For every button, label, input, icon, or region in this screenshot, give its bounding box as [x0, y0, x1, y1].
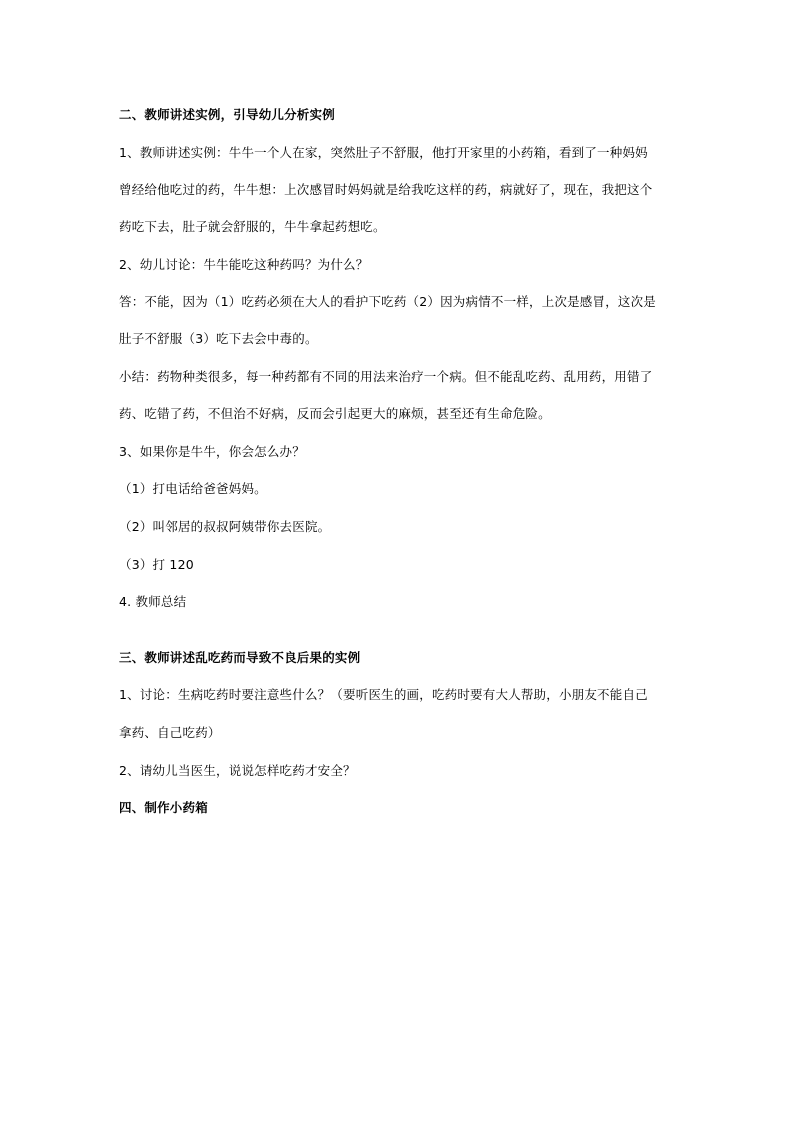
option-1: （1）打电话给爸爸妈妈。 [119, 481, 267, 496]
section-2-item-3: 3、如果你是牛牛，你会怎么办？ [119, 444, 305, 459]
summary-line-1: 小结：药物种类很多，每一种药都有不同的用法来治疗一个病。但不能乱吃药、乱用药，用错了 [119, 369, 653, 384]
section-3-item-2: 2、请幼儿当医生，说说怎样吃药才安全？ [119, 763, 356, 778]
section-2-item-2: 2、幼儿讨论：牛牛能吃这种药吗？为什么？ [119, 257, 369, 272]
answer-line-1: 答：不能，因为（1）吃药必须在大人的看护下吃药（2）因为病情不一样，上次是感冒，这次是 [119, 294, 657, 309]
section-2-heading: 二、教师讲述实例，引导幼儿分析实例 [119, 107, 335, 122]
section-3-item-1-line-1: 1、讨论：生病吃药时要注意些什么？（要听医生的画，吃药时要有大人帮助，小朋友不能自己 [119, 687, 648, 702]
option-3: （3）打 120 [119, 557, 194, 572]
section-2-item-4: 4. 教师总结 [119, 594, 187, 609]
section-4-heading: 四、制作小药箱 [119, 800, 208, 815]
section-2-item-1-line-3: 药吃下去，肚子就会舒服的，牛牛拿起药想吃。 [119, 219, 386, 234]
section-2-item-1-line-2: 曾经给他吃过的药，牛牛想：上次感冒时妈妈就是给我吃这样的药，病就好了，现在，我把这个 [119, 182, 653, 197]
section-3-heading: 三、教师讲述乱吃药而导致不良后果的实例 [119, 650, 361, 665]
section-2-item-1-line-1: 1、教师讲述实例：牛牛一个人在家，突然肚子不舒服，他打开家里的小药箱，看到了一种妈妈 [119, 145, 648, 160]
section-3-item-1-line-2: 拿药、自己吃药） [119, 725, 221, 740]
answer-line-2: 肚子不舒服（3）吃下去会中毒的。 [119, 331, 318, 346]
option-2: （2）叫邻居的叔叔阿姨带你去医院。 [119, 519, 331, 534]
summary-line-2: 药、吃错了药，不但治不好病，反而会引起更大的麻烦，甚至还有生命危险。 [119, 406, 551, 421]
